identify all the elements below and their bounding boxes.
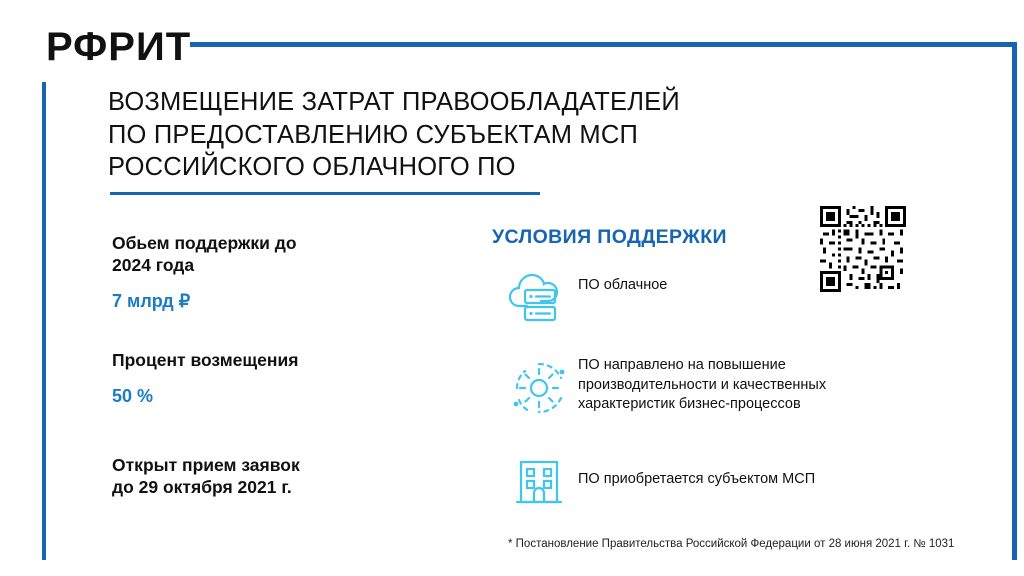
support-volume-value: 7 млрд ₽ (112, 290, 191, 311)
frame-right-line (1012, 42, 1017, 560)
list-item (500, 448, 920, 510)
frame-top-line (190, 42, 1017, 47)
condition-text: ПО приобретается субъектом МСП (578, 471, 816, 487)
page-title-line-1: ВОЗМЕЩЕНИЕ ЗАТРАТ ПРАВООБЛАДАТЕЛЕЙ (108, 88, 680, 116)
brand-logo: РФРИТ (46, 25, 192, 69)
footnote: * Постановление Правительства Российской Федерации от 28 июня 2021 г. № 1031 (508, 538, 955, 550)
page-title-line-2: ПО ПРЕДОСТАВЛЕНИЮ СУБЪЕКТАМ МСП (108, 120, 639, 149)
building-icon (500, 448, 578, 510)
conditions-heading: УСЛОВИЯ ПОДДЕРЖКИ (492, 226, 727, 248)
support-volume-label-line-1: Обьем поддержки до (112, 233, 297, 253)
page-title (108, 86, 888, 184)
support-volume-label-line-2: 2024 года (112, 254, 195, 275)
reimbursement-percent-label: Процент возмещения (112, 349, 299, 370)
key-figures (112, 233, 432, 498)
applications-deadline-line-1: Открыт прием заявок (112, 454, 300, 475)
applications-deadline-label (112, 455, 432, 499)
condition-text: ПО направлено на повышение производительности и качественных характеристик бизнес-процессов (578, 357, 827, 413)
cloud-server-icon (500, 262, 578, 328)
qr-code[interactable] (820, 206, 906, 292)
applications-deadline-line-2: до 29 октября 2021 г. (112, 476, 292, 497)
conditions-list (500, 262, 920, 532)
list-item (500, 350, 920, 426)
support-volume-label (112, 233, 432, 277)
title-underline (110, 192, 540, 195)
reimbursement-percent-value: 50 % (112, 385, 154, 406)
gear-network-icon (500, 350, 578, 426)
page-title-line-3: РОССИЙСКОГО ОБЛАЧНОГО ПО (108, 153, 516, 182)
condition-text: ПО облачное (578, 277, 668, 293)
frame-left-line (42, 82, 46, 560)
